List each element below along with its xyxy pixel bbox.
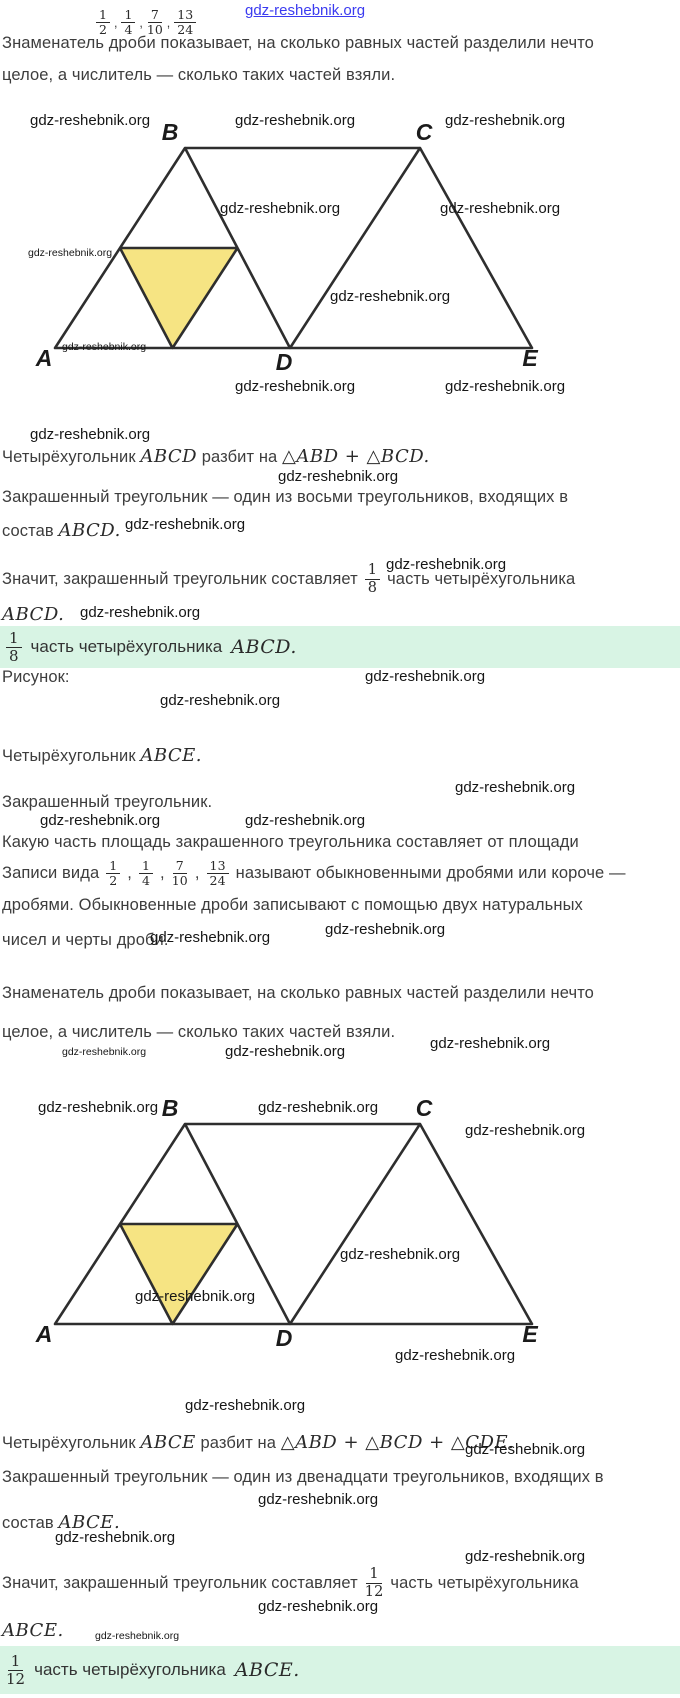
vertex-label-b: B <box>161 1095 179 1121</box>
split-statement-abcd <box>2 446 430 467</box>
text-run: Значит, закрашенный треугольник составляет <box>2 1573 358 1592</box>
answer-fraction-1-8: $\frac{1}{8}$ <box>6 630 22 665</box>
vertex-label-a: A <box>35 345 53 371</box>
hence-tail-abce <box>2 1620 64 1641</box>
separator: , <box>166 16 171 30</box>
vertex-label-e: E <box>522 345 538 371</box>
text-run: состав <box>2 522 54 540</box>
math-run: △ABD + △BCD + △CDE. <box>280 1432 515 1453</box>
text-run: разбит на <box>201 448 278 466</box>
figure-quadrilateral-abce-1 <box>0 106 680 376</box>
shaded-abcd-line2 <box>2 520 121 541</box>
watermark: gdz-reshebnik.org <box>235 378 356 395</box>
math-run: △ABD + △BCD. <box>282 446 430 467</box>
math-run: ABCD. <box>2 604 65 625</box>
answer-math: ABCE. <box>234 1659 300 1681</box>
watermark: gdz-reshebnik.org <box>465 1122 586 1139</box>
watermark: gdz-reshebnik.org <box>30 112 151 129</box>
watermark: gdz-reshebnik.org <box>258 1491 379 1508</box>
watermark: gdz-reshebnik.org <box>160 692 281 709</box>
text-run: часть четырёхугольника <box>390 1573 579 1592</box>
text-run: разбит на <box>200 1434 277 1452</box>
watermark: gdz-reshebnik.org <box>220 200 341 217</box>
risunok-label: Рисунок: <box>2 668 70 686</box>
vertex-label-c: C <box>415 1095 433 1121</box>
split-statement-abce <box>2 1432 514 1453</box>
math-run: ABCD <box>140 446 198 467</box>
answer-box-abce <box>0 1646 680 1694</box>
cropped-fractions-row <box>96 7 196 37</box>
vertex-label-c: C <box>415 119 433 145</box>
fraction-1-8: $\frac{1}{8}$ <box>365 562 380 595</box>
text-run: часть четырёхугольника <box>387 569 576 588</box>
watermark: gdz-reshebnik.org <box>365 668 486 685</box>
which-part-line: Какую часть площадь закрашенного треугольника составляет от площади <box>2 833 579 851</box>
fraction-1-4: $\frac{1}{4}$ <box>121 8 135 37</box>
shaded-triangle <box>120 248 238 348</box>
watermark: gdz-reshebnik.org <box>185 1397 306 1414</box>
watermark: gdz-reshebnik.org <box>225 1043 346 1060</box>
shaded-triangle-line: Закрашенный треугольник. <box>2 793 213 811</box>
separator: , <box>113 16 118 30</box>
text-run: состав <box>2 1514 54 1532</box>
answer-text: часть четырёхугольника <box>30 637 223 656</box>
watermark: gdz-reshebnik.org <box>445 378 566 395</box>
fraction-7-10: $\frac{7}{10}$ <box>171 857 188 888</box>
watermark: gdz-reshebnik.org <box>395 1347 516 1364</box>
text-run: Четырёхугольник <box>2 448 136 466</box>
watermark: gdz-reshebnik.org <box>135 1288 256 1305</box>
math-run: ABCE. <box>58 1512 121 1533</box>
watermark: gdz-reshebnik.org <box>150 929 271 946</box>
vertex-label-e: E <box>522 1321 538 1347</box>
fraction-13-24: $\frac{13}{24}$ <box>174 8 196 37</box>
hence-tail-abcd <box>2 604 64 625</box>
separator: , <box>139 16 143 30</box>
vertex-label-b: B <box>161 119 179 145</box>
fraction-1-2: $\frac{1}{2}$ <box>96 8 110 37</box>
math-run: ABCE <box>140 1432 196 1453</box>
quad-abce-line <box>2 745 202 766</box>
watermark: gdz-reshebnik.org <box>465 1548 586 1565</box>
watermark: gdz-reshebnik.org <box>40 812 161 829</box>
answer-text: часть четырёхугольника <box>34 1660 226 1679</box>
text-run: Четырёхугольник <box>2 1434 136 1452</box>
fraction-1-12: $\frac{1}{12}$ <box>364 1566 384 1600</box>
watermark: gdz-reshebnik.org <box>95 1630 180 1642</box>
separator: , <box>127 863 132 882</box>
watermark: gdz-reshebnik.org <box>258 1099 379 1116</box>
watermark: gdz-reshebnik.org <box>455 779 576 796</box>
text-run: называют обыкновенными дробями или короче — <box>235 863 626 882</box>
fraction-1-4: $\frac{1}{4}$ <box>139 859 153 888</box>
watermark: gdz-reshebnik.org <box>440 200 561 217</box>
figure-edges <box>55 1124 532 1324</box>
math-run: ABCD. <box>58 520 121 541</box>
watermark: gdz-reshebnik.org <box>386 556 507 573</box>
watermark: gdz-reshebnik.org <box>430 1035 551 1052</box>
fraction-1-2: $\frac{1}{2}$ <box>106 859 120 888</box>
shaded-triangle <box>120 1224 238 1324</box>
zapisi-line2: дробями. Обыкновенные дроби записывают с помощью двух натуральных <box>2 896 583 914</box>
watermark: gdz-reshebnik.org <box>245 812 366 829</box>
shaded-abce-line1: Закрашенный треугольник — один из двенадцати треугольников, входящих в <box>2 1468 604 1486</box>
watermark-link[interactable]: gdz-reshebnik.org <box>245 2 366 19</box>
watermark: gdz-reshebnik.org <box>62 341 147 353</box>
denominator-note-line2: целое, а числитель — сколько таких частей взяли. <box>2 66 396 84</box>
watermark: gdz-reshebnik.org <box>235 112 356 129</box>
text-run: Значит, закрашенный треугольник составляет <box>2 569 358 588</box>
denominator-note2-line1: Знаменатель дроби показывает, на сколько равных частей разделили нечто <box>2 984 594 1002</box>
vertex-label-d: D <box>275 1325 293 1351</box>
watermark: gdz-reshebnik.org <box>62 1046 147 1058</box>
vertex-label-a: A <box>35 1321 53 1347</box>
watermark: gdz-reshebnik.org <box>340 1246 461 1263</box>
math-run: ABCE. <box>2 1620 64 1641</box>
watermark: gdz-reshebnik.org <box>330 288 451 305</box>
answer-box-abcd <box>0 626 680 668</box>
separator: , <box>160 863 165 882</box>
zapisi-line3: чисел и черты дроби. <box>2 931 169 949</box>
watermark: gdz-reshebnik.org <box>465 1441 586 1458</box>
watermark: gdz-reshebnik.org <box>38 1099 159 1116</box>
separator: , <box>194 863 200 882</box>
fraction-7-10: $\frac{7}{10}$ <box>146 7 163 37</box>
text-run: Четырёхугольник <box>2 747 136 765</box>
denominator-note2-line2: целое, а числитель — сколько таких частей взяли. <box>2 1023 396 1041</box>
zapisi-line1 <box>2 853 626 893</box>
watermark: gdz-reshebnik.org <box>30 426 151 443</box>
watermark: gdz-reshebnik.org <box>278 468 399 485</box>
answer-math: ABCD. <box>231 636 297 658</box>
fraction-13-24: $\frac{13}{24}$ <box>207 859 229 888</box>
watermark: gdz-reshebnik.org <box>325 921 446 938</box>
watermark: gdz-reshebnik.org <box>258 1598 379 1615</box>
answer-fraction-1-12: $\frac{1}{12}$ <box>6 1651 26 1688</box>
watermark: gdz-reshebnik.org <box>28 247 113 259</box>
text-run: Записи вида <box>2 863 100 882</box>
math-run: ABCE. <box>140 745 203 766</box>
watermark: gdz-reshebnik.org <box>445 112 566 129</box>
shaded-abcd-line1: Закрашенный треугольник — один из восьми треугольников, входящих в <box>2 488 569 506</box>
watermark: gdz-reshebnik.org <box>125 516 246 533</box>
figure-edges <box>55 148 532 348</box>
watermark: gdz-reshebnik.org <box>80 604 201 621</box>
denominator-note-line1: Знаменатель дроби показывает, на сколько равных частей разделили нечто <box>2 34 594 52</box>
vertex-label-d: D <box>275 349 293 375</box>
watermark: gdz-reshebnik.org <box>55 1529 176 1546</box>
